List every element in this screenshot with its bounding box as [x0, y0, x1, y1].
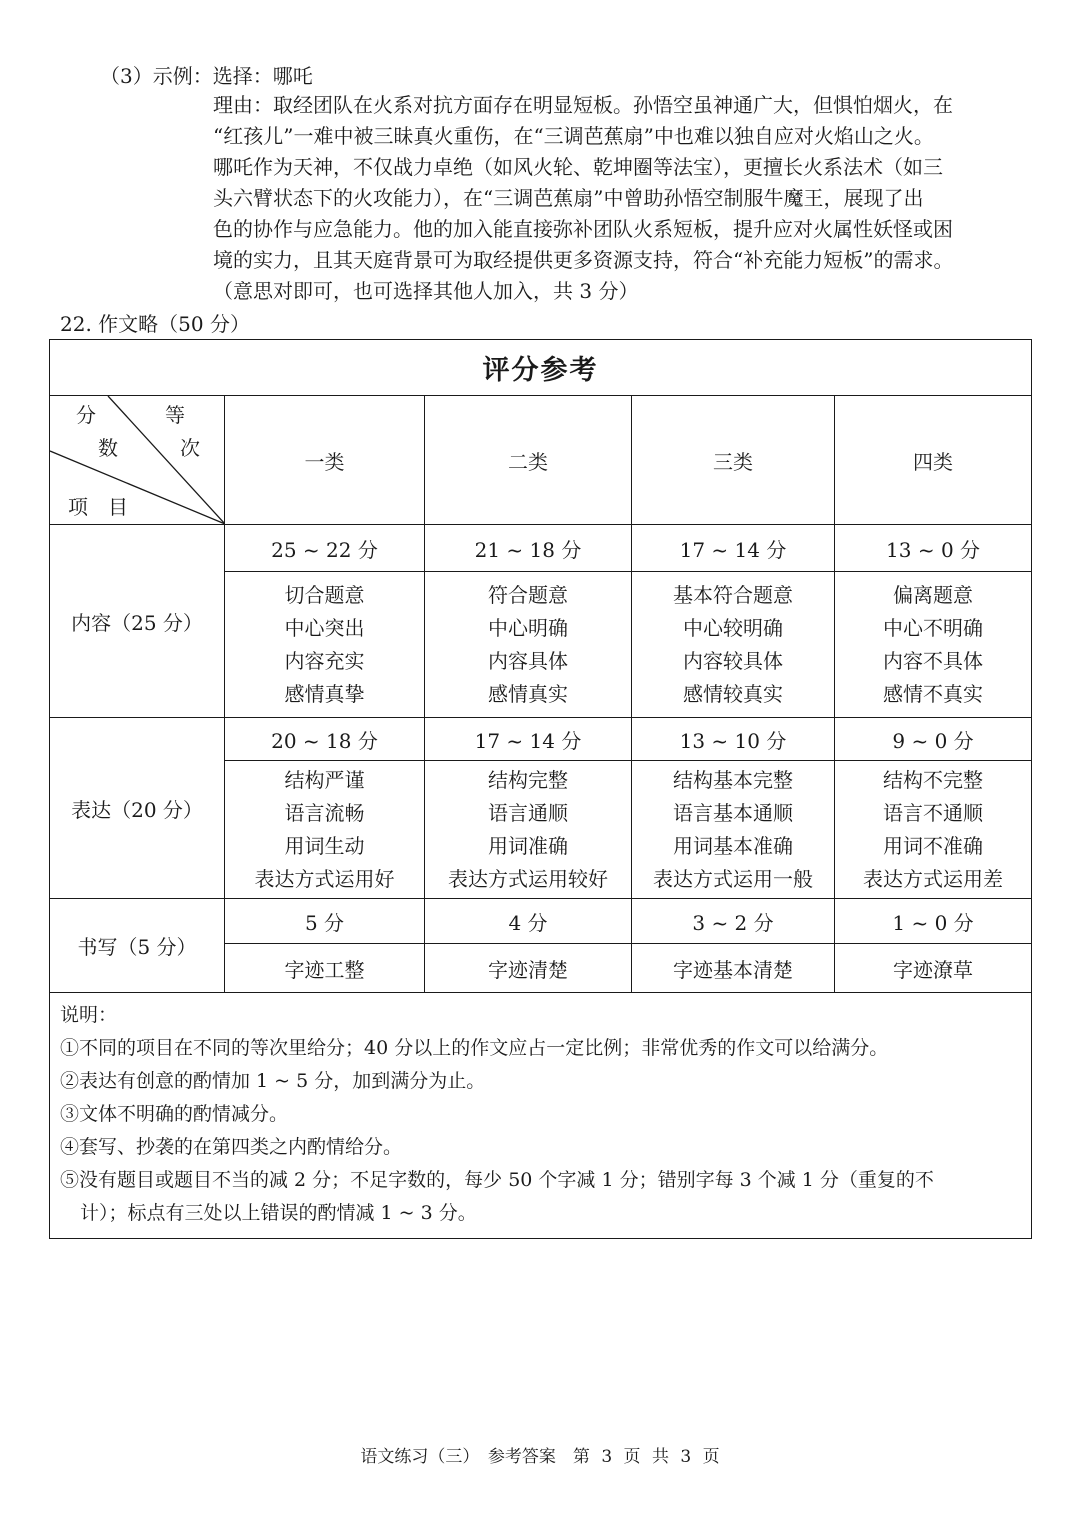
score-range: 21 ~ 18 分	[425, 525, 632, 572]
criteria-cell	[425, 572, 632, 718]
note-item: ②表达有创意的酌情加 1 ~ 5 分，加到满分为止。	[60, 1070, 486, 1092]
criterion: 感情较真实	[683, 681, 783, 706]
criterion: 语言不通顺	[883, 800, 984, 825]
criterion: 语言通顺	[488, 800, 568, 825]
criterion: 感情真实	[488, 681, 568, 706]
page-footer: 语文练习（三） 参考答案 第 3 页 共 3 页	[360, 1447, 720, 1467]
criterion: 用词不准确	[883, 833, 984, 858]
score-range: 13 ~ 10 分	[632, 718, 835, 761]
corner-header-cell	[50, 396, 225, 525]
criterion: 用词准确	[488, 833, 568, 858]
table-title: 评分参考	[50, 340, 1032, 396]
criterion: 内容不具体	[883, 648, 984, 673]
reason-line: “红孩儿”一难中被三昧真火重伤，在“三调芭蕉扇”中也难以独自应对火焰山之火。	[213, 124, 934, 148]
notes-heading: 说明：	[60, 1004, 118, 1026]
criteria-cell	[632, 572, 835, 718]
grade-header: 一类	[225, 396, 425, 525]
criteria-cell	[835, 572, 1032, 718]
score-range: 25 ~ 22 分	[225, 525, 425, 572]
criterion: 偏离题意	[893, 582, 974, 607]
score-range: 17 ~ 14 分	[632, 525, 835, 572]
criterion: 表达方式运用好	[254, 866, 395, 891]
score-range: 20 ~ 18 分	[225, 718, 425, 761]
score-range: 1 ~ 0 分	[835, 899, 1032, 944]
criterion: 语言基本通顺	[673, 800, 793, 825]
criteria-cell	[225, 761, 425, 899]
corner-score-2: 数	[98, 436, 118, 460]
criterion: 语言流畅	[284, 800, 365, 825]
criterion: 表达方式运用较好	[448, 866, 608, 891]
criterion: 中心不明确	[883, 615, 984, 640]
reason-line: 色的协作与应急能力。他的加入能直接弥补团队火系短板，提升应对火属性妖怪或困	[213, 217, 953, 241]
criterion: 字迹工整	[225, 944, 425, 993]
question-22: 22. 作文略（50 分）	[60, 312, 250, 336]
criteria-cell	[425, 761, 632, 899]
score-range: 5 分	[225, 899, 425, 944]
criterion: 用词生动	[284, 833, 365, 858]
corner-grade-1: 等	[165, 403, 185, 427]
criterion: 表达方式运用一般	[653, 866, 813, 891]
criterion: 内容较具体	[683, 648, 783, 673]
criterion: 内容具体	[488, 648, 568, 673]
criteria-cell	[225, 572, 425, 718]
corner-grade-2: 次	[180, 436, 200, 460]
grade-header: 二类	[425, 396, 632, 525]
criterion: 基本符合题意	[673, 582, 793, 607]
criterion: 结构完整	[488, 767, 568, 792]
grade-header: 四类	[835, 396, 1032, 525]
item-content: 内容（25 分）	[50, 525, 225, 718]
item-expression: 表达（20 分）	[50, 718, 225, 899]
criterion: 中心明确	[488, 615, 568, 640]
criteria-cell	[632, 761, 835, 899]
note-item: ③文体不明确的酌情减分。	[60, 1103, 289, 1125]
reason-line: 理由：取经团队在火系对抗方面存在明显短板。孙悟空虽神通广大，但惧怕烟火，在	[213, 93, 953, 117]
criterion: 感情真挚	[284, 681, 365, 706]
criterion: 字迹基本清楚	[632, 944, 835, 993]
criteria-cell	[835, 761, 1032, 899]
reason-line: （意思对即可，也可选择其他人加入，共 3 分）	[213, 279, 639, 303]
criterion: 切合题意	[284, 582, 365, 607]
criterion: 内容充实	[284, 648, 365, 673]
score-range: 4 分	[425, 899, 632, 944]
criterion: 字迹潦草	[835, 944, 1032, 993]
criterion: 感情不真实	[883, 681, 984, 706]
criterion: 中心较明确	[683, 615, 783, 640]
grading-table	[49, 339, 1032, 1239]
criterion: 结构不完整	[883, 767, 984, 792]
criterion: 字迹清楚	[425, 944, 632, 993]
criterion: 用词基本准确	[673, 833, 793, 858]
answer-3-reason	[213, 90, 1033, 307]
score-range: 3 ~ 2 分	[632, 899, 835, 944]
answer-3-intro: （3）示例：选择：哪吒	[100, 64, 313, 88]
corner-score-1: 分	[76, 403, 96, 427]
reason-line: 哪吒作为天神，不仅战力卓绝（如风火轮、乾坤圈等法宝），更擅长火系法术（如三	[213, 155, 943, 179]
criterion: 结构基本完整	[673, 767, 793, 792]
grade-header: 三类	[632, 396, 835, 525]
reason-line: 境的实力，且其天庭背景可为取经提供更多资源支持，符合“补充能力短板”的需求。	[213, 248, 954, 272]
corner-item: 项 目	[68, 495, 128, 519]
criterion: 结构严谨	[284, 767, 365, 792]
note-item: ⑤没有题目或题目不当的减 2 分；不足字数的，每少 50 个字减 1 分；错别字每 3 个减 1 分（重复的不	[60, 1169, 934, 1191]
note-item: ④套写、抄袭的在第四类之内酌情给分。	[60, 1136, 403, 1158]
score-range: 17 ~ 14 分	[425, 718, 632, 761]
item-writing: 书写（5 分）	[50, 899, 225, 993]
notes-cell	[50, 993, 1032, 1239]
score-range: 9 ~ 0 分	[835, 718, 1032, 761]
criterion: 符合题意	[488, 582, 568, 607]
score-range: 13 ~ 0 分	[835, 525, 1032, 572]
note-item-continued: 计）；标点有三处以上错误的酌情减 1 ~ 3 分。	[80, 1202, 477, 1224]
reason-line: 头六臂状态下的火攻能力），在“三调芭蕉扇”中曾助孙悟空制服牛魔王，展现了出	[213, 186, 924, 210]
criterion: 表达方式运用差	[863, 866, 1004, 891]
note-item: ①不同的项目在不同的等次里给分；40 分以上的作文应占一定比例；非常优秀的作文可以给满分。	[60, 1037, 889, 1059]
criterion: 中心突出	[284, 615, 365, 640]
